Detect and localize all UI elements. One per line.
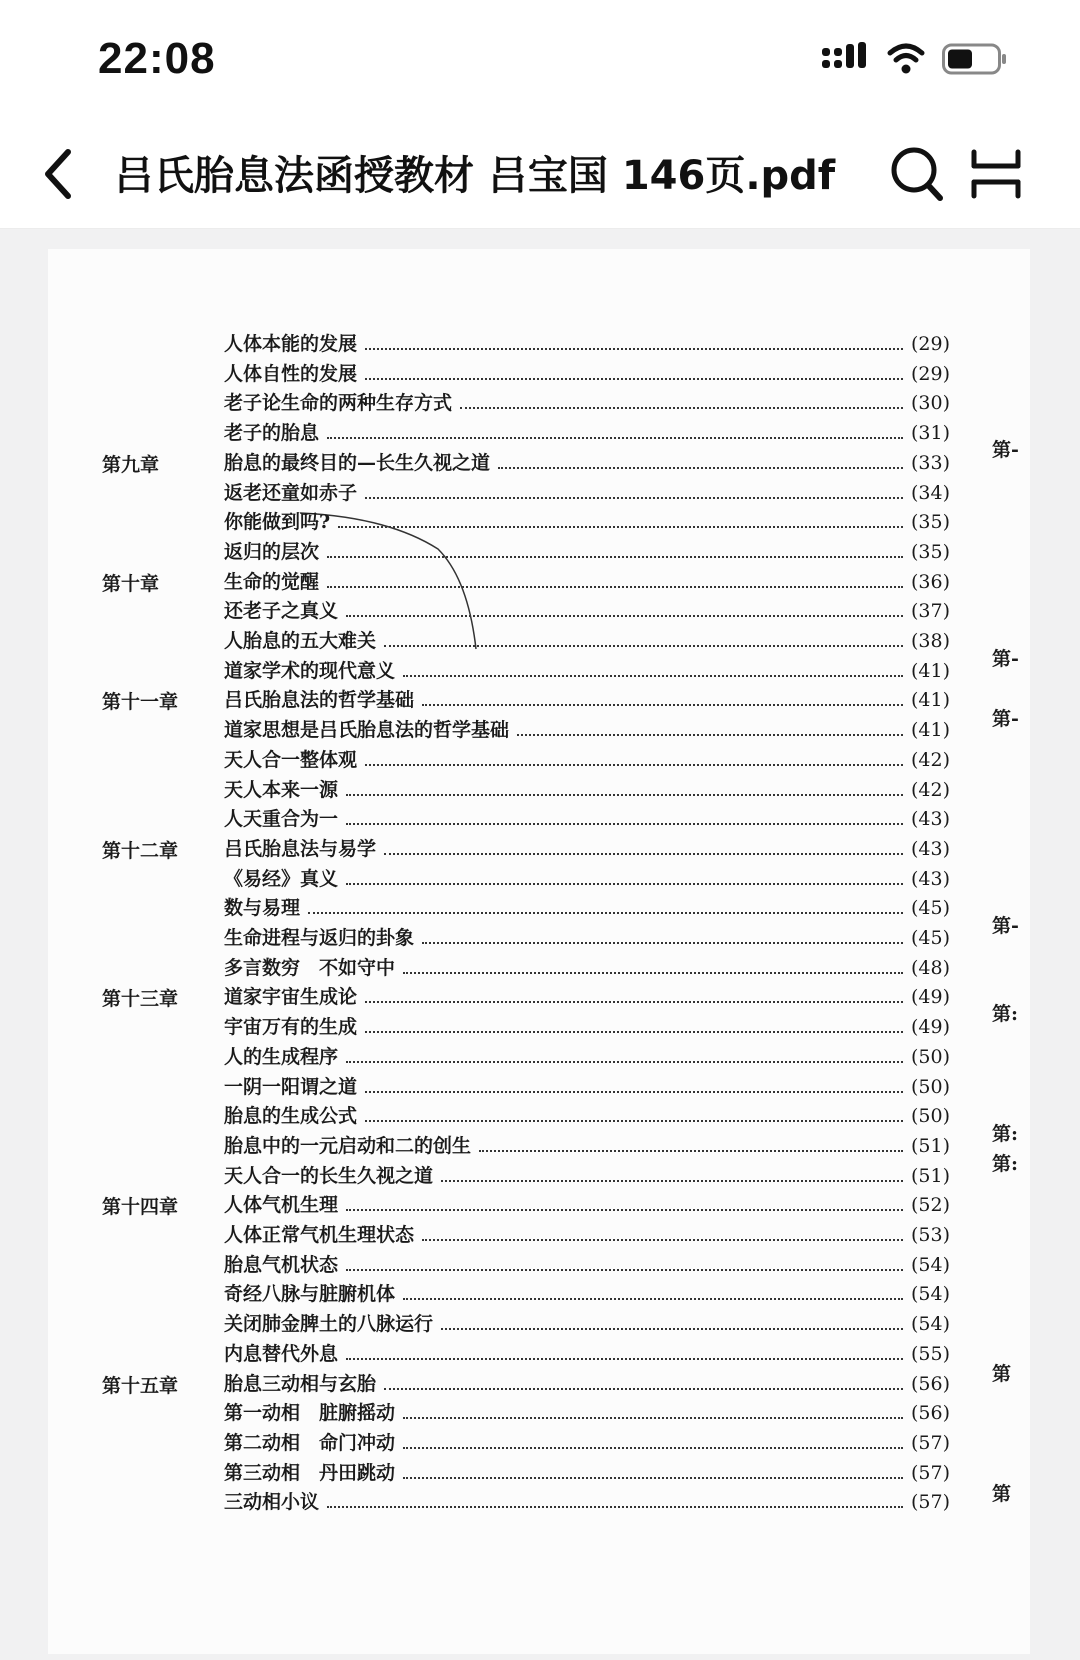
- toc-entry-title: 胎息气机状态: [224, 1253, 339, 1276]
- toc-entry-title: 人胎息的五大难关: [224, 630, 377, 652]
- toc-page-number: (48): [910, 956, 950, 979]
- toc-page-number: (51): [910, 1134, 950, 1157]
- dot-leader: [365, 764, 903, 766]
- toc-row: [48, 775, 1030, 805]
- toc-entry-title: 《易经》真义: [224, 867, 339, 890]
- toc-row: [48, 537, 1030, 567]
- toc-entry: [224, 1428, 950, 1455]
- toc-row: [48, 1279, 1030, 1309]
- margin-mark: 第:: [992, 1153, 1019, 1175]
- dot-leader: [365, 1120, 903, 1122]
- toc-chapter-label: 第九章: [102, 453, 160, 476]
- toc-entry-title: 返老还童如赤子: [224, 481, 358, 504]
- toc-page-number: (57): [910, 1491, 950, 1514]
- toc-page-number: (29): [910, 362, 950, 385]
- pdf-page: [48, 249, 1030, 1654]
- toc-entry-title: 生命的觉醒: [224, 570, 320, 593]
- document-title: 吕氏胎息法函授教材 吕宝国 146页.pdf: [114, 153, 836, 199]
- toc-entry-title: 老子论生命的两种生存方式: [224, 392, 453, 415]
- dot-leader: [517, 734, 903, 736]
- toc-entry: [224, 537, 950, 564]
- toc-chapter-label: 第十二章: [102, 839, 179, 862]
- toc-entry-title: 胎息的最终目的—长生久视之道: [224, 451, 491, 474]
- toc-row: [48, 1250, 1030, 1280]
- toc-entry-title: 奇经八脉与脏腑机体: [224, 1283, 396, 1306]
- toc-page-number: (54): [910, 1313, 950, 1336]
- toc-entry-title: 多言数穷 不如守中: [224, 956, 396, 979]
- toc-page-number: (50): [910, 1075, 950, 1098]
- margin-mark: 第-: [992, 439, 1019, 461]
- toc-row: [48, 893, 1030, 923]
- toc-entry: [224, 775, 950, 802]
- toc-page-number: (42): [910, 778, 950, 801]
- toc-entry: [224, 1398, 950, 1425]
- toc-entry: [224, 388, 950, 415]
- toc-row: [48, 923, 1030, 953]
- toc-page-number: (43): [910, 808, 950, 831]
- dot-leader: [346, 1209, 903, 1211]
- margin-mark: 第:: [992, 1123, 1019, 1145]
- dot-leader: [422, 1239, 903, 1241]
- toc-page-number: (41): [910, 659, 950, 682]
- toc-entry-title: 第一动相 脏腑摇动: [224, 1402, 396, 1425]
- toc-entry-title: 关闭肺金脾土的八脉运行: [224, 1313, 434, 1336]
- toc-page-number: (51): [910, 1164, 950, 1187]
- toc-page-number: (53): [910, 1224, 950, 1246]
- toc-page-number: (49): [910, 986, 950, 1009]
- toc-row: [48, 953, 1030, 983]
- toc-entry-title: 第三动相 丹田跳动: [224, 1461, 396, 1484]
- toc-entry: [224, 596, 950, 623]
- toc-entry: [224, 745, 950, 772]
- dot-leader: [365, 497, 903, 499]
- dot-leader: [346, 883, 903, 885]
- toc-page-number: (31): [910, 422, 950, 445]
- toc-row: [48, 1131, 1030, 1161]
- toc-page-number: (50): [910, 1105, 950, 1128]
- toc-page-number: (41): [910, 719, 950, 742]
- toc-page-number: (52): [910, 1194, 950, 1217]
- toc-row: [48, 626, 1030, 656]
- toc-page-number: (33): [910, 451, 950, 474]
- toc-page-number: (57): [910, 1461, 950, 1484]
- toc-row: [48, 982, 1030, 1012]
- toc-entry: [224, 1101, 950, 1128]
- dot-leader: [346, 823, 903, 825]
- toc-entry-title: 三动相小议: [224, 1491, 320, 1514]
- dot-leader: [403, 675, 903, 677]
- dot-leader: [479, 1150, 903, 1152]
- toc-page-number: (41): [910, 689, 950, 712]
- toc-chapter-label: 第十章: [102, 572, 160, 595]
- dot-leader: [338, 526, 903, 528]
- app-bar: [0, 120, 1080, 229]
- toc-entry: [224, 1012, 950, 1039]
- toc-page-number: (54): [910, 1253, 950, 1276]
- toc-row: [48, 1369, 1030, 1399]
- dot-leader: [422, 942, 903, 944]
- toc-entry: [224, 1042, 950, 1069]
- toc-entry: [224, 804, 950, 831]
- margin-mark: 第:: [992, 1003, 1019, 1025]
- toc-entry-title: 宇宙万有的生成: [224, 1016, 358, 1039]
- toc-page-number: (38): [910, 630, 950, 652]
- toc-page-number: (43): [910, 837, 950, 860]
- toc-entry: [224, 1250, 950, 1277]
- toc-entry-title: 返归的层次: [224, 540, 320, 563]
- cellular-signal-icon: [822, 42, 870, 76]
- toc-entry: [224, 507, 950, 534]
- dot-leader: [441, 1180, 903, 1182]
- dot-leader: [384, 853, 903, 855]
- toc-entry: [224, 1161, 950, 1188]
- toc-row: [48, 1458, 1030, 1488]
- dot-leader: [403, 972, 903, 974]
- toc-entry-title: 胎息中的一元启动和二的创生: [224, 1134, 472, 1157]
- toc-page-number: (55): [910, 1342, 950, 1365]
- toc-row: [48, 864, 1030, 894]
- toc-row: [48, 1487, 1030, 1517]
- dot-leader: [441, 1328, 903, 1330]
- toc-page-number: (36): [910, 570, 950, 593]
- toc-page-number: (56): [910, 1402, 950, 1425]
- toc-page-number: (54): [910, 1283, 950, 1306]
- toc-row: [48, 418, 1030, 448]
- search-icon[interactable]: [888, 142, 944, 202]
- toc-entry: [224, 864, 950, 891]
- battery-icon: [942, 43, 1008, 75]
- toc-entry-title: 人体自性的发展: [224, 362, 358, 385]
- toc-page-number: (45): [910, 897, 950, 920]
- dot-leader: [346, 615, 903, 617]
- dot-leader: [365, 348, 903, 350]
- toc-row: [48, 329, 1030, 359]
- toc-page-number: (50): [910, 1045, 950, 1068]
- dot-leader: [403, 1477, 903, 1479]
- toc-page-number: (29): [910, 333, 950, 355]
- toc-row: [48, 1042, 1030, 1072]
- fold-menu-icon[interactable]: [968, 146, 1024, 202]
- toc-entry: [224, 982, 950, 1009]
- toc-page-number: (57): [910, 1431, 950, 1454]
- toc-entry: [224, 923, 950, 950]
- toc-row: [48, 1428, 1030, 1458]
- toc-page-number: (45): [910, 927, 950, 949]
- toc-row: [48, 1161, 1030, 1191]
- toc-entry: [224, 1339, 950, 1366]
- dot-leader: [403, 1447, 903, 1449]
- toc-entry-title: 数与易理: [224, 897, 301, 920]
- toc-entry: [224, 1220, 950, 1247]
- dot-leader: [365, 1091, 903, 1093]
- toc-row: [48, 804, 1030, 834]
- margin-mark: 第-: [992, 648, 1019, 670]
- margin-mark: 第: [992, 1363, 1012, 1385]
- toc-entry: [224, 1487, 950, 1514]
- dot-leader: [346, 794, 903, 796]
- toc-row: [48, 685, 1030, 715]
- dot-leader: [460, 407, 903, 409]
- dot-leader: [327, 1506, 903, 1508]
- toc-entry-title: 一阴一阳谓之道: [224, 1075, 358, 1098]
- toc-row: [48, 507, 1030, 537]
- toc-page-number: (35): [910, 511, 950, 534]
- toc-row: [48, 715, 1030, 745]
- toc-entry-title: 人体正常气机生理状态: [224, 1224, 415, 1246]
- toc-row: [48, 1309, 1030, 1339]
- toc-entry: [224, 626, 950, 653]
- dot-leader: [384, 1388, 903, 1390]
- dot-leader: [308, 912, 903, 914]
- toc-row: [48, 359, 1030, 389]
- toc-page-number: (34): [910, 481, 950, 504]
- toc-entry-title: 人的生成程序: [224, 1045, 339, 1068]
- system-icons: [822, 42, 1008, 76]
- toc-entry: [224, 1369, 950, 1396]
- toc-row: [48, 478, 1030, 508]
- toc-entry: [224, 685, 950, 712]
- pdf-viewer[interactable]: [0, 229, 1080, 1660]
- toc-entry-title: 胎息三动相与玄胎: [224, 1372, 377, 1395]
- toc-entry-title: 内息替代外息: [224, 1342, 339, 1365]
- toc-entry-title: 你能做到吗?: [224, 511, 331, 534]
- toc-page-number: (35): [910, 540, 950, 563]
- toc-row: [48, 656, 1030, 686]
- toc-row: [48, 1072, 1030, 1102]
- toc-entry-title: 还老子之真义: [224, 600, 339, 623]
- dot-leader: [365, 1001, 903, 1003]
- toc-entry-title: 道家宇宙生成论: [224, 986, 358, 1009]
- dot-leader: [327, 556, 903, 558]
- toc-entry: [224, 418, 950, 445]
- toc-entry: [224, 329, 950, 356]
- toc-entry-title: 第二动相 命门冲动: [224, 1431, 396, 1454]
- dot-leader: [403, 1298, 903, 1300]
- dot-leader: [498, 467, 903, 469]
- toc-entry-title: 人天重合为一: [224, 808, 339, 831]
- toc-entry: [224, 359, 950, 386]
- toc-entry-title: 天人本来一源: [224, 778, 339, 801]
- toc-entry: [224, 715, 950, 742]
- status-time: 22:08: [98, 34, 216, 83]
- toc-entry: [224, 478, 950, 505]
- toc-entry-title: 吕氏胎息法与易学: [224, 837, 377, 860]
- back-arrow-icon[interactable]: [36, 144, 84, 204]
- margin-mark: 第: [992, 1483, 1012, 1505]
- toc-page-number: (30): [910, 392, 950, 415]
- toc-row: [48, 834, 1030, 864]
- toc-entry-title: 天人合一整体观: [224, 748, 358, 771]
- toc-row: [48, 1012, 1030, 1042]
- toc-page-number: (42): [910, 748, 950, 771]
- toc-row: [48, 388, 1030, 418]
- toc-entry: [224, 834, 950, 861]
- dot-leader: [346, 1269, 903, 1271]
- toc-entry: [224, 953, 950, 980]
- toc-chapter-label: 第十五章: [102, 1374, 179, 1397]
- toc-row: [48, 596, 1030, 626]
- dot-leader: [403, 1417, 903, 1419]
- toc-entry: [224, 893, 950, 920]
- toc-page-number: (37): [910, 600, 950, 623]
- toc-row: [48, 1398, 1030, 1428]
- toc-chapter-label: 第十一章: [102, 691, 179, 714]
- toc-entry-title: 人体本能的发展: [224, 333, 358, 355]
- dot-leader: [346, 1358, 903, 1360]
- toc-entry-title: 生命进程与返归的卦象: [224, 927, 415, 949]
- toc-entry: [224, 1279, 950, 1306]
- toc-row: [48, 567, 1030, 597]
- toc-entry-title: 吕氏胎息法的哲学基础: [224, 689, 415, 712]
- toc-row: [48, 1101, 1030, 1131]
- toc-entry-title: 人体气机生理: [224, 1194, 339, 1217]
- dot-leader: [327, 437, 903, 439]
- dot-leader: [365, 1031, 903, 1033]
- toc-row: [48, 448, 1030, 478]
- toc-entry: [224, 656, 950, 683]
- dot-leader: [365, 378, 903, 380]
- toc-entry: [224, 1458, 950, 1485]
- toc-row: [48, 1220, 1030, 1250]
- toc-row: [48, 745, 1030, 775]
- status-bar: [0, 0, 1080, 120]
- toc-entry-title: 老子的胎息: [224, 422, 320, 445]
- toc-entry: [224, 1072, 950, 1099]
- toc-entry-title: 天人合一的长生久视之道: [224, 1164, 434, 1187]
- toc-entry-title: 道家思想是吕氏胎息法的哲学基础: [224, 719, 510, 742]
- toc-entry-title: 道家学术的现代意义: [224, 659, 396, 682]
- toc-row: [48, 1190, 1030, 1220]
- toc-entry: [224, 1309, 950, 1336]
- toc-page-number: (43): [910, 867, 950, 890]
- toc-row: [48, 1339, 1030, 1369]
- toc-entry: [224, 1131, 950, 1158]
- dot-leader: [384, 645, 903, 647]
- toc-page-number: (49): [910, 1016, 950, 1039]
- toc-chapter-label: 第十四章: [102, 1196, 179, 1219]
- dot-leader: [327, 586, 903, 588]
- margin-mark: 第-: [992, 708, 1019, 730]
- toc-chapter-label: 第十三章: [102, 988, 179, 1011]
- toc-entry: [224, 448, 950, 475]
- toc-entry: [224, 1190, 950, 1217]
- margin-mark: 第-: [992, 915, 1019, 937]
- wifi-icon: [886, 43, 926, 75]
- dot-leader: [422, 704, 903, 706]
- toc-page-number: (56): [910, 1372, 950, 1395]
- dot-leader: [346, 1061, 903, 1063]
- toc-entry: [224, 567, 950, 594]
- toc-entry-title: 胎息的生成公式: [224, 1105, 358, 1128]
